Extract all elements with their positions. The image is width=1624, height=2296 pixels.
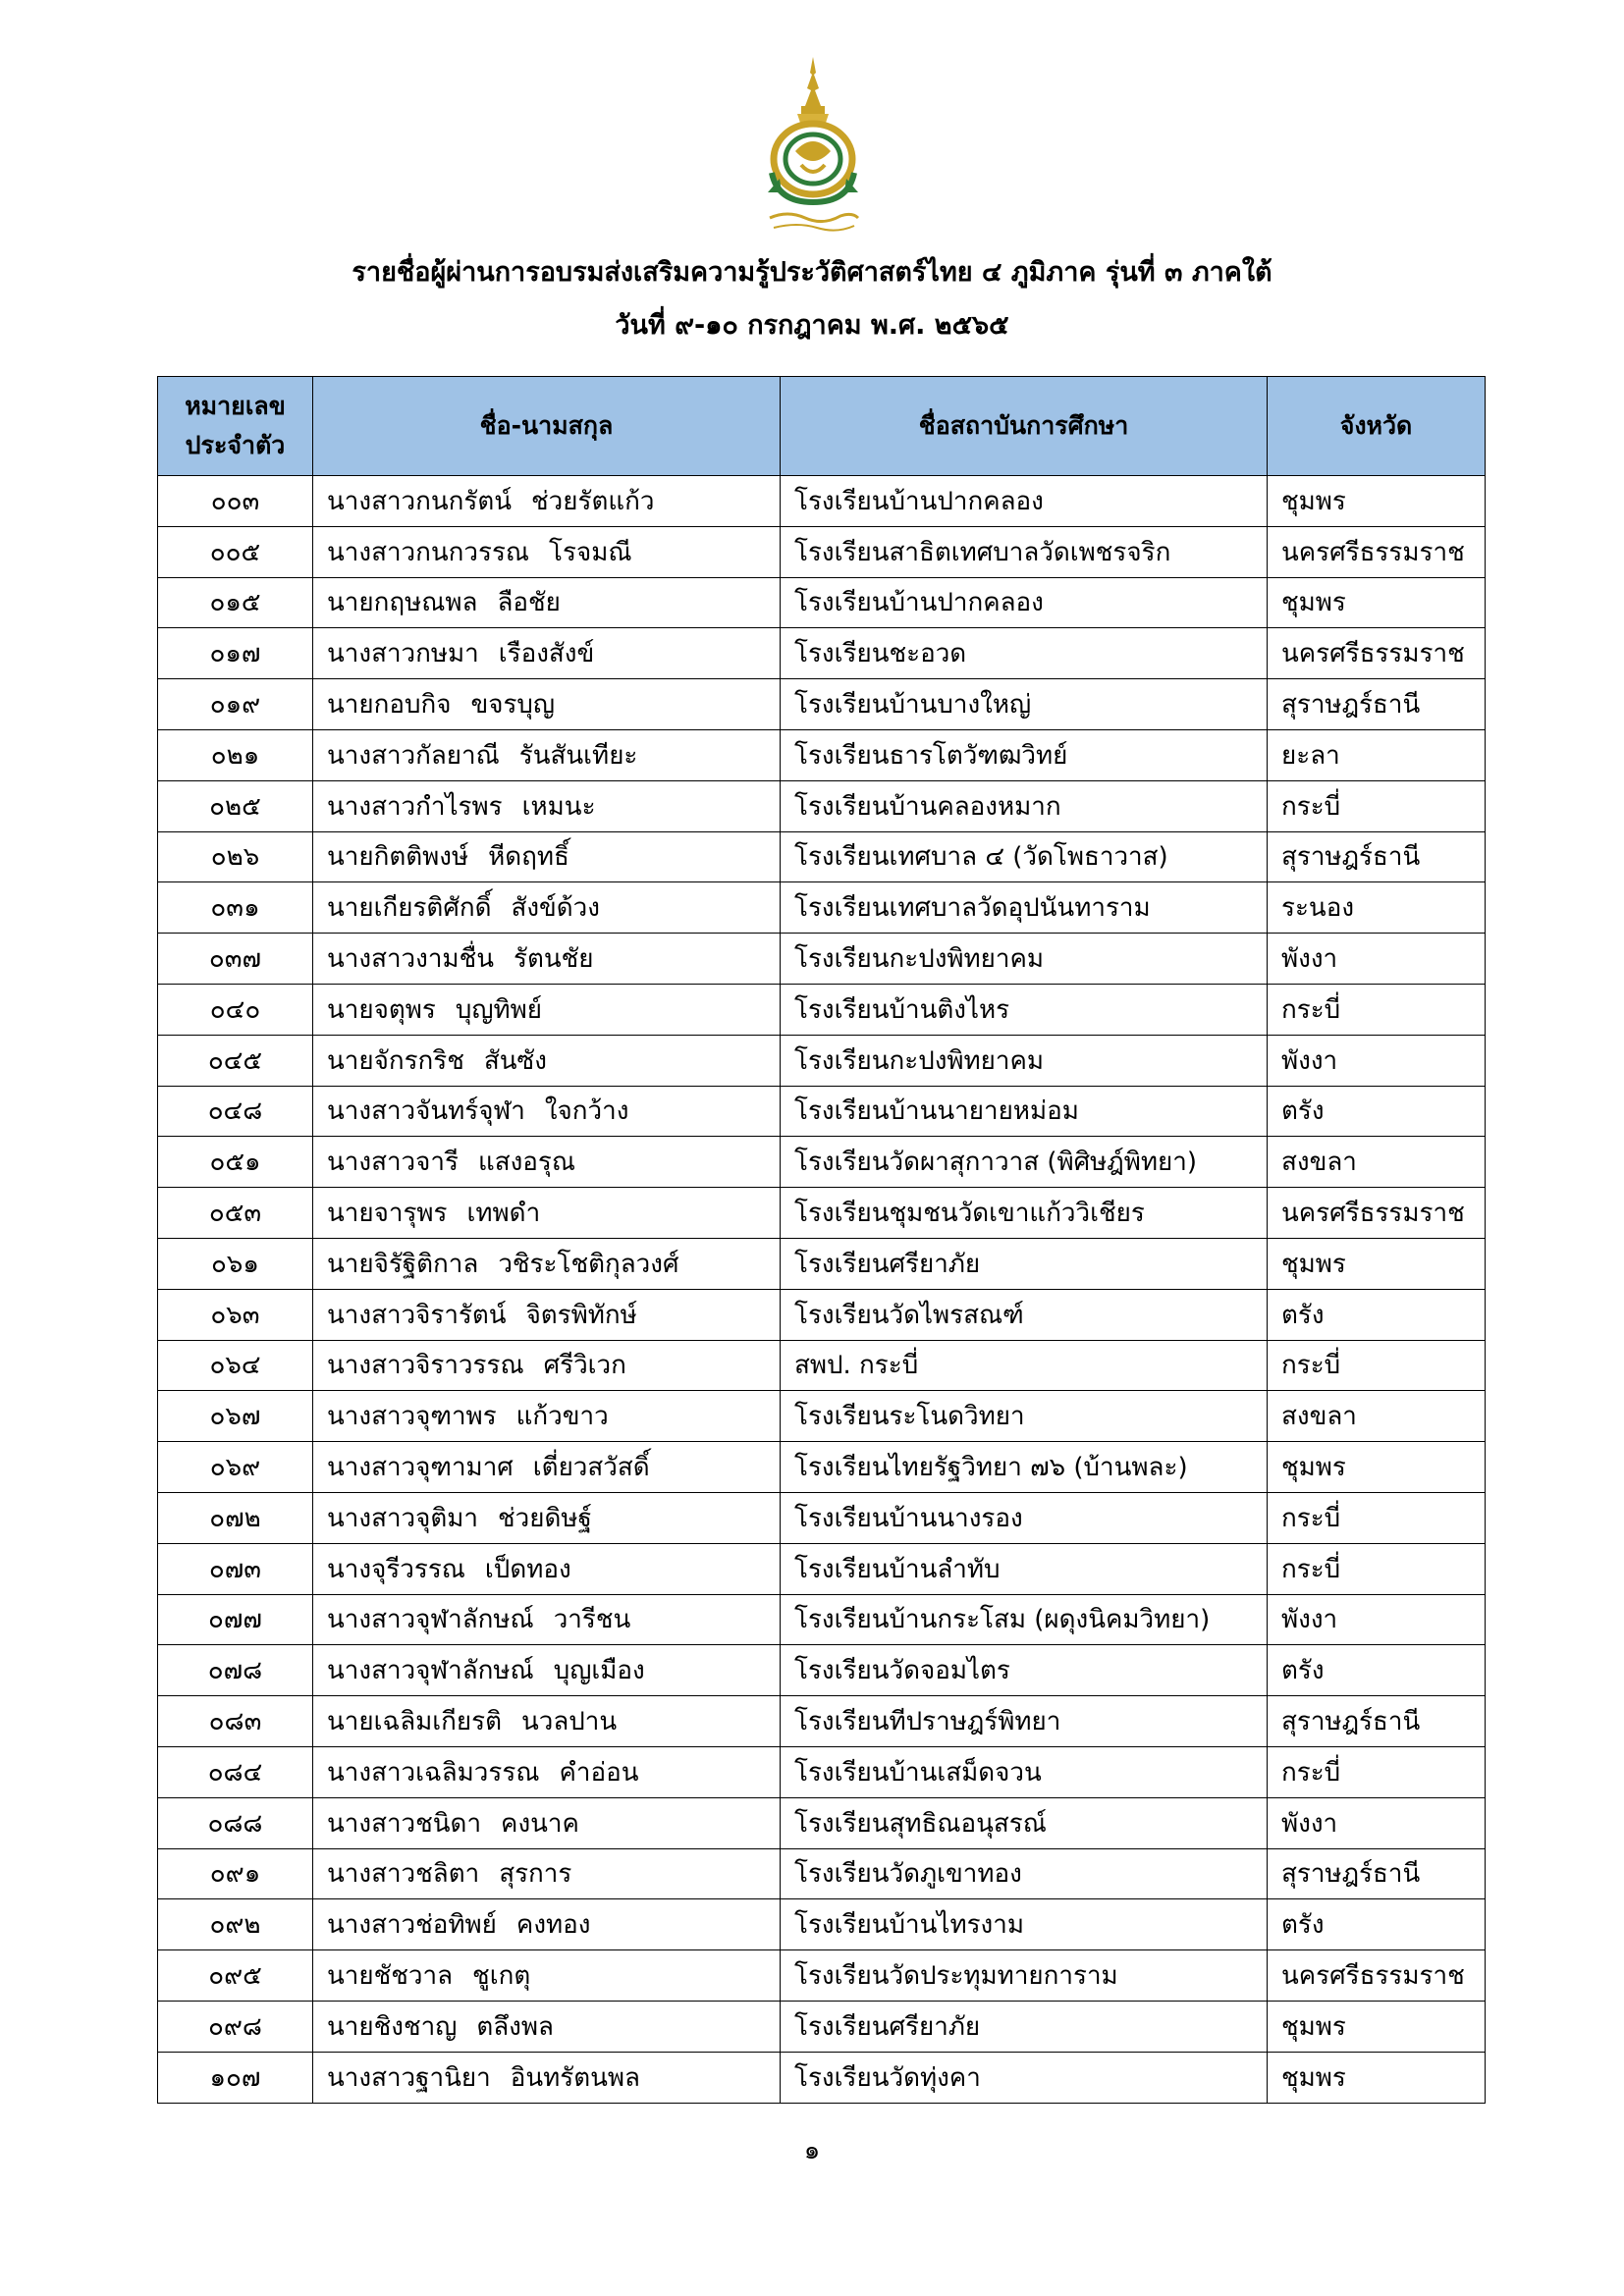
participant-last-name: ช่วยดิษฐ์ xyxy=(498,1503,592,1533)
participant-school: โรงเรียนไทยรัฐวิทยา ๗๖ (บ้านพละ) xyxy=(781,1442,1268,1493)
participant-school: โรงเรียนบ้านปากคลอง xyxy=(781,577,1268,628)
participant-first-name: นางสาวกษมา xyxy=(327,639,479,669)
participant-school: โรงเรียนบ้านลำทับ xyxy=(781,1543,1268,1594)
participant-school: โรงเรียนบ้านนางรอง xyxy=(781,1492,1268,1543)
participant-name xyxy=(313,2001,781,2052)
participant-last-name: แก้วขาว xyxy=(515,1402,609,1432)
participant-province: ชุมพร xyxy=(1268,1238,1486,1289)
participant-last-name: ศรีวิเวก xyxy=(543,1351,626,1381)
participant-name xyxy=(313,1543,781,1594)
participant-school: โรงเรียนบ้านนายายหม่อม xyxy=(781,1086,1268,1137)
participants-table xyxy=(157,376,1486,2104)
participant-id: ๐๓๑ xyxy=(158,882,313,934)
participant-name xyxy=(313,1594,781,1645)
participant-first-name: นางสาวกำไรพร xyxy=(327,791,503,822)
participant-name xyxy=(313,1696,781,1747)
participant-first-name: นางสาวจิราวรรณ xyxy=(327,1351,524,1381)
participant-last-name: บุญทิพย์ xyxy=(455,994,543,1025)
participant-name xyxy=(313,1746,781,1797)
participant-school: โรงเรียนวัดประทุมทายการาม xyxy=(781,1950,1268,2002)
participant-school: โรงเรียนบ้านเสม็ดจวน xyxy=(781,1746,1268,1797)
participant-school: โรงเรียนวัดจอมไตร xyxy=(781,1645,1268,1696)
participant-first-name: นายกฤษณพล xyxy=(327,588,478,618)
participant-id: ๐๘๘ xyxy=(158,1797,313,1848)
participant-name xyxy=(313,1950,781,2002)
participant-school: โรงเรียนบ้านบางใหญ่ xyxy=(781,679,1268,730)
participant-last-name: คำอ่อน xyxy=(559,1757,639,1788)
participant-last-name: บุญเมือง xyxy=(553,1656,645,1686)
participant-name xyxy=(313,1289,781,1340)
participant-first-name: นางสาวจุติมา xyxy=(327,1503,478,1533)
participant-name xyxy=(313,1137,781,1188)
participant-last-name: ชูเกตุ xyxy=(472,1961,531,1991)
table-body xyxy=(158,476,1486,2104)
participant-id: ๐๐๓ xyxy=(158,476,313,527)
participant-last-name: ใจกว้าง xyxy=(544,1096,629,1127)
participant-first-name: นายจักรกริช xyxy=(327,1045,464,1076)
participant-last-name: วชิระโชติกุลวงศ์ xyxy=(498,1249,679,1279)
participant-name xyxy=(313,577,781,628)
table-row xyxy=(158,628,1486,679)
participant-first-name: นางสาวงามชื่น xyxy=(327,944,494,975)
table-row xyxy=(158,1035,1486,1086)
participant-province: กระบี่ xyxy=(1268,1492,1486,1543)
participant-id: ๐๒๑ xyxy=(158,729,313,780)
participant-province: สงขลา xyxy=(1268,1391,1486,1442)
participant-last-name: จิตรพิทักษ์ xyxy=(525,1300,637,1330)
participant-school: โรงเรียนธารโตวัฑฒวิทย์ xyxy=(781,729,1268,780)
participant-school: โรงเรียนสุทธิณอนุสรณ์ xyxy=(781,1797,1268,1848)
participant-province: พังงา xyxy=(1268,1797,1486,1848)
table-row xyxy=(158,934,1486,985)
table-row xyxy=(158,1645,1486,1696)
table-row xyxy=(158,1492,1486,1543)
participant-first-name: นางสาวเฉลิมวรรณ xyxy=(327,1757,540,1788)
participant-last-name: เทพดำ xyxy=(466,1199,541,1229)
participant-last-name: ขจรบุญ xyxy=(470,690,556,721)
table-row xyxy=(158,1746,1486,1797)
participant-name xyxy=(313,1188,781,1239)
participant-name xyxy=(313,526,781,577)
participant-id: ๐๑๙ xyxy=(158,679,313,730)
table-row xyxy=(158,984,1486,1035)
participant-name xyxy=(313,1035,781,1086)
participant-first-name: นายจารุพร xyxy=(327,1199,448,1229)
page-title: รายชื่อผู้ผ่านการอบรมส่งเสริมความรู้ประวัติศาสตร์ไทย ๔ ภูมิภาค รุ่นที่ ๓ ภาคใต้ xyxy=(352,257,1272,288)
participant-school: โรงเรียนกะปงพิทยาคม xyxy=(781,1035,1268,1086)
participant-name xyxy=(313,1492,781,1543)
participant-school: โรงเรียนศรียาภัย xyxy=(781,2001,1268,2052)
participant-province: กระบี่ xyxy=(1268,984,1486,1035)
participant-first-name: นายชัชวาล xyxy=(327,1961,454,1991)
participant-province: ตรัง xyxy=(1268,1899,1486,1950)
royal-emblem-icon xyxy=(758,55,868,238)
participant-province: นครศรีธรรมราช xyxy=(1268,628,1486,679)
participant-school: โรงเรียนระโนดวิทยา xyxy=(781,1391,1268,1442)
participant-province: นครศรีธรรมราช xyxy=(1268,526,1486,577)
table-row xyxy=(158,1543,1486,1594)
participant-name xyxy=(313,780,781,831)
participant-province: พังงา xyxy=(1268,1035,1486,1086)
participant-id: ๐๙๑ xyxy=(158,1848,313,1899)
participant-province: ระนอง xyxy=(1268,882,1486,934)
table-row xyxy=(158,1289,1486,1340)
participant-id: ๐๑๕ xyxy=(158,577,313,628)
participant-last-name: ช่วยรัตแก้ว xyxy=(531,486,655,516)
table-row xyxy=(158,2052,1486,2103)
participant-province: ยะลา xyxy=(1268,729,1486,780)
table-row xyxy=(158,1899,1486,1950)
table-row xyxy=(158,1391,1486,1442)
participant-school: โรงเรียนทีปราษฎร์พิทยา xyxy=(781,1696,1268,1747)
participant-last-name: สันซัง xyxy=(483,1045,547,1076)
participant-province: นครศรีธรรมราช xyxy=(1268,1950,1486,2002)
table-row xyxy=(158,831,1486,882)
participant-school: โรงเรียนวัดไพรสณฑ์ xyxy=(781,1289,1268,1340)
participant-province: ชุมพร xyxy=(1268,476,1486,527)
participant-name xyxy=(313,984,781,1035)
participant-first-name: นางสาวจุฑาพร xyxy=(327,1402,497,1432)
participant-province: พังงา xyxy=(1268,1594,1486,1645)
participant-name xyxy=(313,729,781,780)
participant-school: โรงเรียนบ้านกระโสม (ผดุงนิคมวิทยา) xyxy=(781,1594,1268,1645)
participant-id: ๐๕๑ xyxy=(158,1137,313,1188)
participant-school: โรงเรียนชะอวด xyxy=(781,628,1268,679)
participant-province: พังงา xyxy=(1268,934,1486,985)
table-row xyxy=(158,679,1486,730)
column-header-id-line1: หมายเลข xyxy=(185,392,286,420)
participant-province: ตรัง xyxy=(1268,1645,1486,1696)
column-header-id xyxy=(158,377,313,476)
participant-id: ๐๔๕ xyxy=(158,1035,313,1086)
participant-first-name: นางสาวจุฑามาศ xyxy=(327,1453,514,1483)
participant-school: โรงเรียนวัดภูเขาทอง xyxy=(781,1848,1268,1899)
participant-name xyxy=(313,1340,781,1391)
participant-id: ๐๔๘ xyxy=(158,1086,313,1137)
participant-id: ๐๗๓ xyxy=(158,1543,313,1594)
participant-name xyxy=(313,1645,781,1696)
participant-school: โรงเรียนเทศบาล ๔ (วัดโพธาวาส) xyxy=(781,831,1268,882)
page-subtitle-date: วันที่ ๙-๑๐ กรกฎาคม พ.ศ. ๒๕๖๕ xyxy=(615,310,1009,341)
participant-first-name: นางสาวจุฬาลักษณ์ xyxy=(327,1605,534,1635)
participant-first-name: นายจิรัฐิติกาล xyxy=(327,1249,479,1279)
participant-province: ชุมพร xyxy=(1268,1442,1486,1493)
participant-id: ๐๘๔ xyxy=(158,1746,313,1797)
participant-first-name: นางสาวจิรารัตน์ xyxy=(327,1300,507,1330)
table-row xyxy=(158,1238,1486,1289)
table-row xyxy=(158,1797,1486,1848)
participant-first-name: นายจตุพร xyxy=(327,994,436,1025)
participant-first-name: นางสาวชลิตา xyxy=(327,1859,480,1890)
participant-id: ๐๘๓ xyxy=(158,1696,313,1747)
participant-name xyxy=(313,1797,781,1848)
participant-last-name: สุรการ xyxy=(499,1859,572,1890)
participant-name xyxy=(313,882,781,934)
table-row xyxy=(158,780,1486,831)
column-header-id-line2: ประจำตัว xyxy=(185,431,286,459)
participant-last-name: รัตนชัย xyxy=(514,944,594,975)
participant-province: ชุมพร xyxy=(1268,2001,1486,2052)
participant-last-name: ตลึงพล xyxy=(476,2011,554,2042)
participant-id: ๐๙๘ xyxy=(158,2001,313,2052)
participant-last-name: อินทรัตนพล xyxy=(510,2062,640,2093)
participant-school: โรงเรียนวัดผาสุกาวาส (พิศิษฎ์พิทยา) xyxy=(781,1137,1268,1188)
participant-id: ๐๕๓ xyxy=(158,1188,313,1239)
table-row xyxy=(158,476,1486,527)
table-row xyxy=(158,729,1486,780)
participant-name xyxy=(313,679,781,730)
participant-last-name: เป็ดทอง xyxy=(484,1554,571,1584)
participant-school: โรงเรียนบ้านไทรงาม xyxy=(781,1899,1268,1950)
participant-id: ๐๖๙ xyxy=(158,1442,313,1493)
participant-province: สุราษฎร์ธานี xyxy=(1268,679,1486,730)
participant-first-name: นางสาวกัลยาณี xyxy=(327,740,500,771)
participant-school: โรงเรียนบ้านติงไหร xyxy=(781,984,1268,1035)
column-header-school: ชื่อสถาบันการศึกษา xyxy=(781,377,1268,476)
participant-last-name: แสงอรุณ xyxy=(477,1148,575,1178)
participant-last-name: ลือชัย xyxy=(497,588,561,618)
participant-name xyxy=(313,831,781,882)
participant-first-name: นางสาวชนิดา xyxy=(327,1808,482,1839)
participant-first-name: นางสาวช่อทิพย์ xyxy=(327,1910,497,1941)
participant-id: ๐๐๕ xyxy=(158,526,313,577)
participant-id: ๐๒๖ xyxy=(158,831,313,882)
participant-name xyxy=(313,1391,781,1442)
table-row xyxy=(158,1696,1486,1747)
participant-school: โรงเรียนบ้านปากคลอง xyxy=(781,476,1268,527)
participant-id: ๐๖๔ xyxy=(158,1340,313,1391)
table-row xyxy=(158,577,1486,628)
participant-first-name: นายกอบกิจ xyxy=(327,690,452,721)
participant-province: นครศรีธรรมราช xyxy=(1268,1188,1486,1239)
participant-name xyxy=(313,476,781,527)
table-row xyxy=(158,1442,1486,1493)
participant-province: ตรัง xyxy=(1268,1086,1486,1137)
participant-school: โรงเรียนสาธิตเทศบาลวัดเพชรจริก xyxy=(781,526,1268,577)
participant-last-name: นวลปาน xyxy=(521,1707,618,1737)
participant-province: สงขลา xyxy=(1268,1137,1486,1188)
table-row xyxy=(158,1594,1486,1645)
participant-id: ๐๒๕ xyxy=(158,780,313,831)
participant-school: โรงเรียนชุมชนวัดเขาแก้ววิเชียร xyxy=(781,1188,1268,1239)
participant-id: ๐๔๐ xyxy=(158,984,313,1035)
participant-school: โรงเรียนกะปงพิทยาคม xyxy=(781,934,1268,985)
participant-province: ชุมพร xyxy=(1268,2052,1486,2103)
table-row xyxy=(158,526,1486,577)
participant-first-name: นายเฉลิมเกียรติ xyxy=(327,1707,502,1737)
participant-school: โรงเรียนบ้านคลองหมาก xyxy=(781,780,1268,831)
participant-name xyxy=(313,934,781,985)
participant-name xyxy=(313,1442,781,1493)
participant-first-name: นางสาวฐานิยา xyxy=(327,2062,491,2093)
participant-province: กระบี่ xyxy=(1268,1340,1486,1391)
participant-name xyxy=(313,628,781,679)
participant-first-name: นายชิงชาญ xyxy=(327,2011,458,2042)
participant-last-name: คงนาค xyxy=(501,1808,579,1839)
participant-id: ๐๗๒ xyxy=(158,1492,313,1543)
participant-last-name: เรืองสังข์ xyxy=(498,639,595,669)
table-row xyxy=(158,1848,1486,1899)
participant-last-name: คงทอง xyxy=(515,1910,591,1941)
participant-province: กระบี่ xyxy=(1268,1543,1486,1594)
participant-school: โรงเรียนศรียาภัย xyxy=(781,1238,1268,1289)
participant-province: กระบี่ xyxy=(1268,1746,1486,1797)
participant-first-name: นางสาวกนกรัตน์ xyxy=(327,486,513,516)
participant-last-name: หีดฤทธิ์ xyxy=(488,842,569,873)
column-header-name: ชื่อ-นามสกุล xyxy=(313,377,781,476)
participant-name xyxy=(313,2052,781,2103)
participant-school: โรงเรียนวัดทุ่งคา xyxy=(781,2052,1268,2103)
participant-id: ๐๖๓ xyxy=(158,1289,313,1340)
participant-id: ๐๗๘ xyxy=(158,1645,313,1696)
participant-province: ชุมพร xyxy=(1268,577,1486,628)
participant-first-name: นายเกียรติศักดิ์ xyxy=(327,893,492,924)
participant-province: สุราษฎร์ธานี xyxy=(1268,1848,1486,1899)
participant-first-name: นางสาวกนกวรรณ xyxy=(327,537,530,567)
participant-name xyxy=(313,1899,781,1950)
participant-id: ๑๐๗ xyxy=(158,2052,313,2103)
participant-last-name: รันสันเทียะ xyxy=(518,740,638,771)
participant-first-name: นายกิตติพงษ์ xyxy=(327,842,469,873)
participant-id: ๐๙๕ xyxy=(158,1950,313,2002)
participant-last-name: วารีชน xyxy=(553,1605,631,1635)
table-header-row xyxy=(158,377,1486,476)
table-row xyxy=(158,2001,1486,2052)
page-number: ๑ xyxy=(803,2136,821,2165)
participant-id: ๐๖๗ xyxy=(158,1391,313,1442)
participant-province: สุราษฎร์ธานี xyxy=(1268,1696,1486,1747)
participant-first-name: นางสาวจันทร์จุฬา xyxy=(327,1096,525,1127)
participant-last-name: สังข์ด้วง xyxy=(511,893,600,924)
participant-school: สพป. กระบี่ xyxy=(781,1340,1268,1391)
participant-first-name: นางสาวจารี xyxy=(327,1148,459,1178)
participant-name xyxy=(313,1238,781,1289)
participant-id: ๐๑๗ xyxy=(158,628,313,679)
participant-id: ๐๗๗ xyxy=(158,1594,313,1645)
participant-province: สุราษฎร์ธานี xyxy=(1268,831,1486,882)
participant-last-name: เตี่ยวสวัสดิ์ xyxy=(532,1453,650,1483)
participant-name xyxy=(313,1848,781,1899)
table-row xyxy=(158,1086,1486,1137)
participant-id: ๐๓๗ xyxy=(158,934,313,985)
participant-first-name: นางสาวจุฬาลักษณ์ xyxy=(327,1656,534,1686)
participant-last-name: โรจมณี xyxy=(549,537,632,567)
participant-province: ตรัง xyxy=(1268,1289,1486,1340)
table-row xyxy=(158,1137,1486,1188)
participant-first-name: นางจุรีวรรณ xyxy=(327,1554,465,1584)
participant-province: กระบี่ xyxy=(1268,780,1486,831)
participant-school: โรงเรียนเทศบาลวัดอุปนันทาราม xyxy=(781,882,1268,934)
column-header-province: จังหวัด xyxy=(1268,377,1486,476)
participant-last-name: เหมนะ xyxy=(521,791,596,822)
participant-id: ๐๙๒ xyxy=(158,1899,313,1950)
participant-name xyxy=(313,1086,781,1137)
table-row xyxy=(158,1340,1486,1391)
table-row xyxy=(158,1188,1486,1239)
table-row xyxy=(158,882,1486,934)
table-row xyxy=(158,1950,1486,2002)
participant-id: ๐๖๑ xyxy=(158,1238,313,1289)
